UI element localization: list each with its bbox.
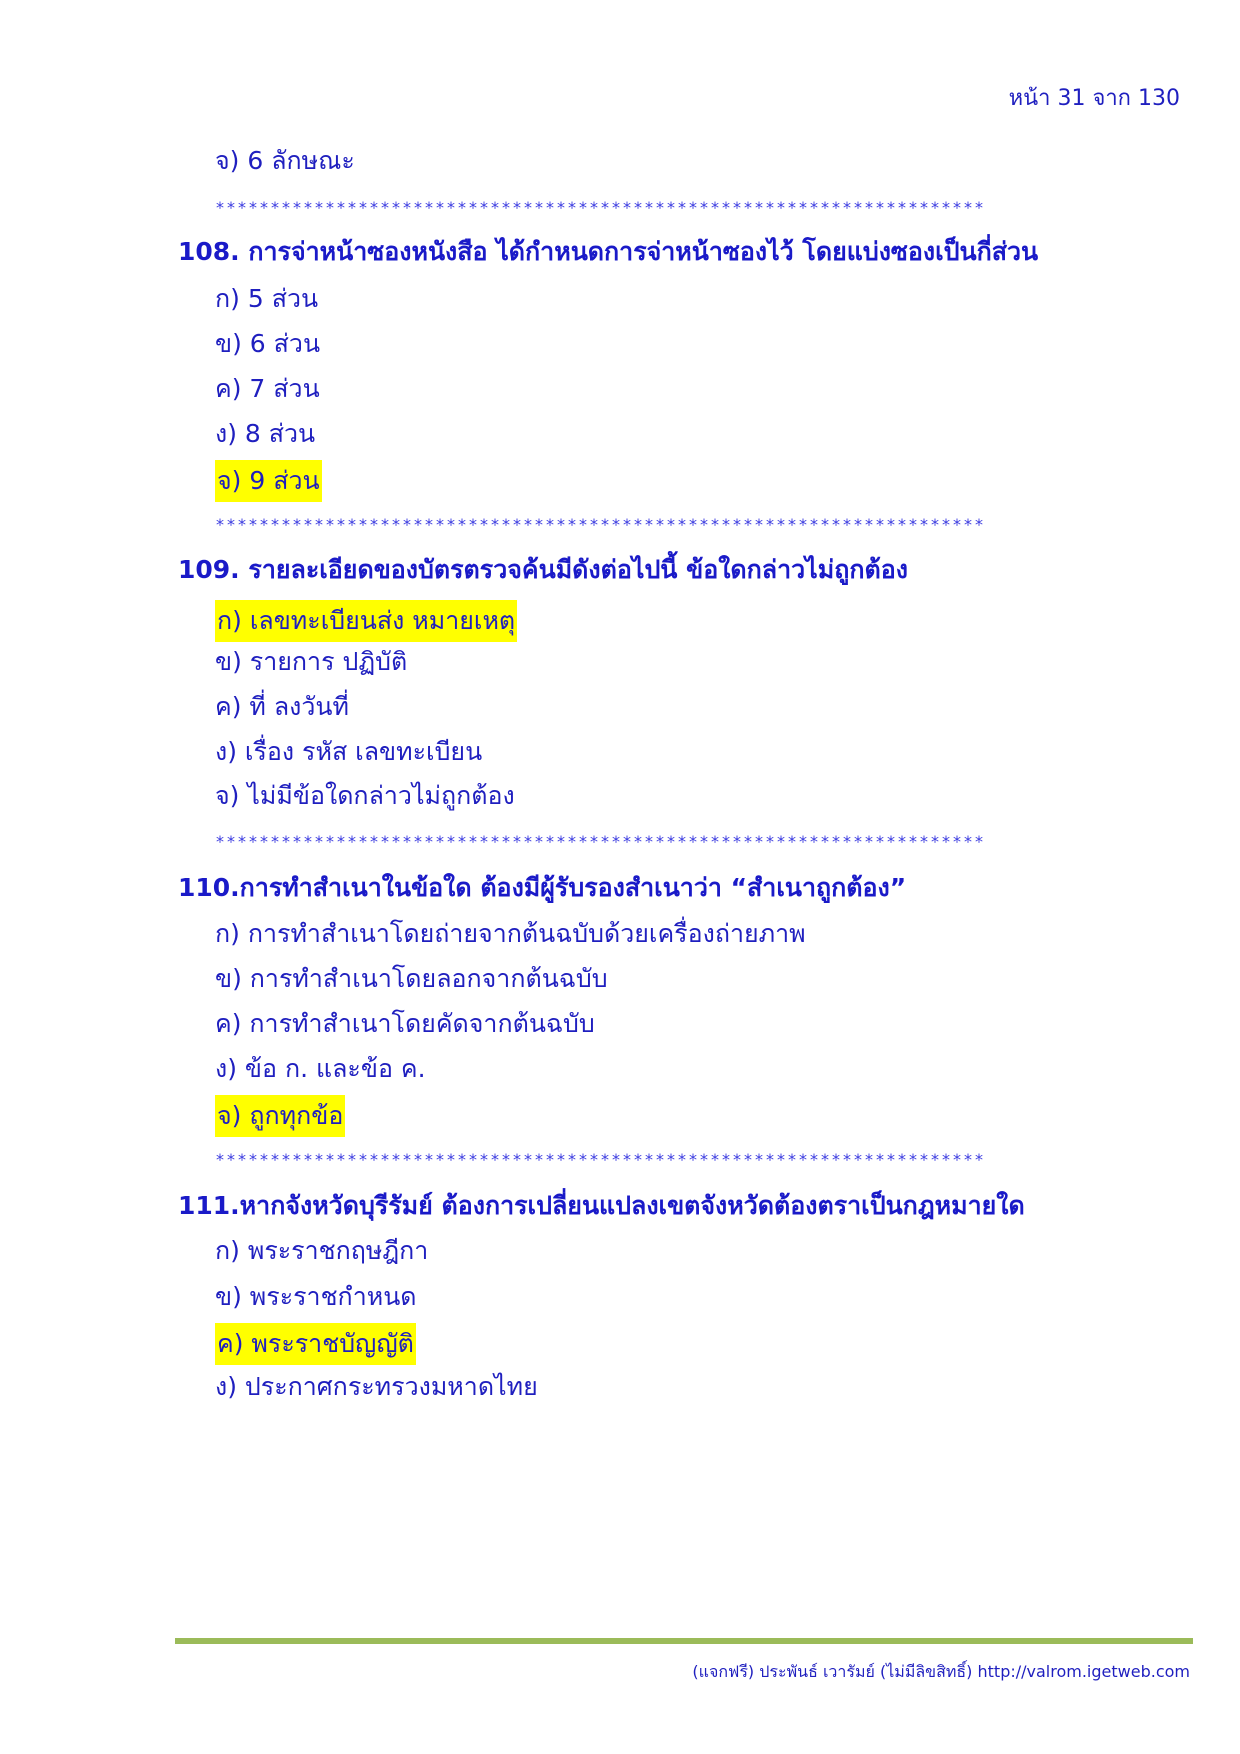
answer-choice xyxy=(215,415,315,455)
choice-text: ง) เรื่อง รหัส เลขทะเบียน xyxy=(215,737,483,766)
choice-text: ก) 5 ส่วน xyxy=(215,284,319,313)
choice-text: ง) ข้อ ก. และข้อ ค. xyxy=(215,1054,426,1083)
choice-text: จ) ไม่มีข้อใดกล่าวไม่ถูกต้อง xyxy=(215,781,515,810)
choice-text: ง) 8 ส่วน xyxy=(215,419,316,448)
answer-choice xyxy=(215,280,318,320)
question-text: 108. การจ่าหน้าซองหนังสือ ได้กำหนดการจ่าหน้าซองไว้ โดยแบ่งซองเป็นกี่ส่วน xyxy=(178,237,1039,266)
answer-choice-correct xyxy=(215,600,517,640)
choice-text: ก) พระราชกฤษฎีกา xyxy=(215,1236,429,1265)
choice-text: ง) ประกาศกระทรวงมหาดไทย xyxy=(215,1372,538,1401)
answer-choice xyxy=(215,777,515,817)
answer-choice xyxy=(215,915,806,955)
answer-choice-correct xyxy=(215,1323,416,1363)
question-text: 109. รายละเอียดของบัตรตรวจค้นมีดังต่อไปนี้ ข้อใดกล่าวไม่ถูกต้อง xyxy=(178,555,908,584)
choice-text: ก) เลขทะเบียนส่ง หมายเหตุ xyxy=(215,600,517,642)
question-text: 111.หากจังหวัดบุรีรัมย์ ต้องการเปลี่ยนแปลงเขตจังหวัดต้องตราเป็นกฎหมายใด xyxy=(178,1191,1025,1220)
footer-divider xyxy=(175,1638,1193,1644)
answer-choice-correct xyxy=(215,1095,345,1135)
answer-choice xyxy=(215,733,482,773)
choice-text: ข) 6 ส่วน xyxy=(215,329,321,358)
answer-choice xyxy=(215,142,355,182)
separator-stars: ********************************************************************** xyxy=(216,832,986,851)
answer-choice xyxy=(215,688,349,728)
answer-choice-correct xyxy=(215,460,322,500)
page-number: หน้า 31 จาก 130 xyxy=(1008,86,1180,111)
choice-text: ค) พระราชบัญญัติ xyxy=(215,1323,416,1365)
answer-choice xyxy=(215,1232,428,1272)
footer-credit: (แจกฟรี) ประพันธ์ เวารัมย์ (ไม่มีลิขสิทธิ์) http://valrom.igetweb.com xyxy=(692,1662,1190,1681)
separator-stars: ********************************************************************** xyxy=(216,1150,986,1169)
choice-text: ก) การทำสำเนาโดยถ่ายจากต้นฉบับด้วยเครื่องถ่ายภาพ xyxy=(215,919,806,948)
answer-choice xyxy=(215,643,407,683)
answer-choice xyxy=(215,1005,595,1045)
separator-stars: ********************************************************************** xyxy=(216,515,986,534)
choice-text: ค) ที่ ลงวันที่ xyxy=(215,692,349,721)
answer-choice xyxy=(215,960,608,1000)
choice-text: จ) 9 ส่วน xyxy=(215,460,322,502)
separator-stars: ********************************************************************** xyxy=(216,198,986,217)
choice-text: ข) พระราชกำหนด xyxy=(215,1282,417,1311)
answer-choice xyxy=(215,1050,426,1090)
answer-choice xyxy=(215,1278,417,1318)
question-text: 110.การทำสำเนาในข้อใด ต้องมีผู้รับรองสำเนาว่า “สำเนาถูกต้อง” xyxy=(178,873,907,902)
choice-text: จ) ถูกทุกข้อ xyxy=(215,1095,345,1137)
choice-text: จ) 6 ลักษณะ xyxy=(215,146,355,175)
answer-choice xyxy=(215,325,320,365)
answer-choice xyxy=(215,1368,538,1408)
choice-text: ค) 7 ส่วน xyxy=(215,374,320,403)
choice-text: ข) รายการ ปฏิบัติ xyxy=(215,647,408,676)
choice-text: ข) การทำสำเนาโดยลอกจากต้นฉบับ xyxy=(215,964,608,993)
answer-choice xyxy=(215,370,320,410)
choice-text: ค) การทำสำเนาโดยคัดจากต้นฉบับ xyxy=(215,1009,595,1038)
